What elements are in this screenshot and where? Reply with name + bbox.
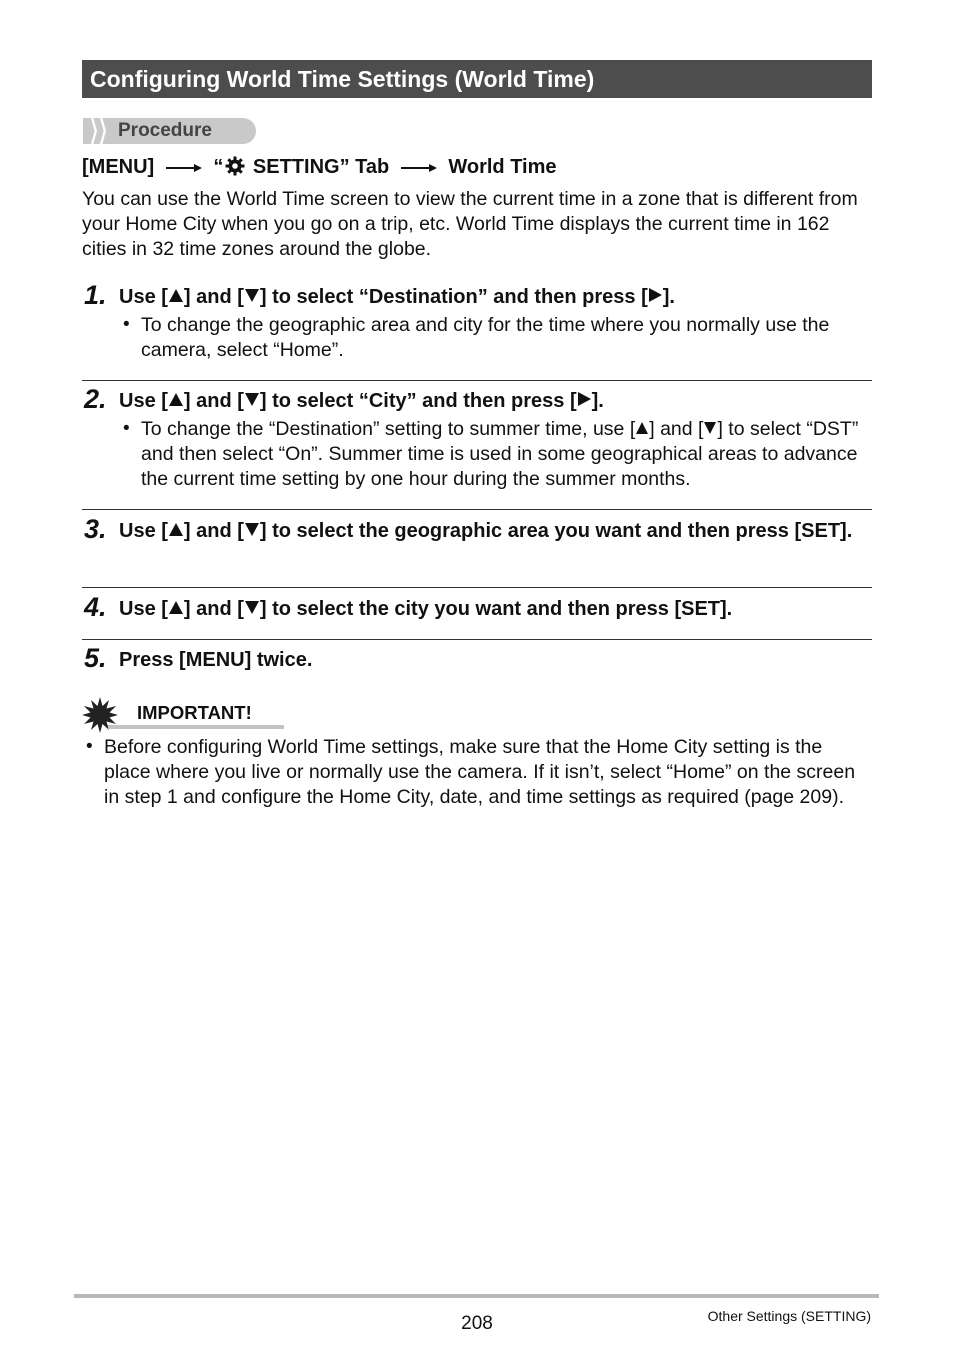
footer-divider: [74, 1294, 879, 1298]
important-underline: [108, 725, 284, 729]
triangle-up-icon: [169, 289, 183, 302]
divider: [82, 380, 872, 381]
menu-path-world-time: World Time: [448, 156, 557, 178]
step-number: 2.: [84, 384, 107, 414]
step-number: 1.: [84, 280, 107, 310]
arrow-right-icon: [401, 161, 437, 175]
triangle-up-icon: [169, 523, 183, 536]
divider: [82, 587, 872, 588]
procedure-label: Procedure: [118, 120, 212, 141]
bullet-mark: •: [123, 418, 130, 439]
step-4-text: Use [ ] and [ ] to select the city you want and then press [SET].: [119, 598, 733, 620]
intro-paragraph: You can use the World Time screen to view the current time in a zone that is different from your Home City when you go on a trip, etc. World Time displays the current time in 162 cities in 32 time zones around the globe.: [82, 188, 858, 260]
step-3-text: Use [ ] and [ ] to select the geographic area you want and then press [SET].: [119, 520, 853, 542]
triangle-up-icon: [169, 393, 183, 406]
step-2-text: Use [ ] and [ ] to select “City” and then press [ ].: [119, 390, 604, 412]
triangle-up-icon: [636, 422, 648, 434]
triangle-right-icon: [649, 288, 662, 302]
menu-path-quote: “: [213, 156, 224, 178]
triangle-down-icon: [245, 601, 259, 614]
bullet-mark: •: [123, 314, 130, 335]
divider: [82, 639, 872, 640]
divider: [82, 509, 872, 510]
step-1-text: Use [ ] and [ ] to select “Destination” and then press [ ].: [119, 286, 675, 308]
step-5-text: Press [MENU] twice.: [119, 649, 313, 671]
menu-path-menu: [MENU]: [82, 156, 155, 178]
triangle-down-icon: [704, 422, 716, 434]
arrow-right-icon: [166, 161, 202, 175]
step-2-note: To change the “Destination” setting to summer time, use [ ] and [ ] to select “DST” and then select “On”. Summer time is used in some geographical areas to advance the current time setting by one hour during the summer months.: [141, 418, 859, 490]
triangle-down-icon: [245, 523, 259, 536]
triangle-down-icon: [245, 289, 259, 302]
triangle-right-icon: [578, 392, 591, 406]
gear-icon: [225, 156, 245, 176]
footer-section-label: Other Settings (SETTING): [707, 1308, 871, 1324]
step-1-note: To change the geographic area and city for the time where you normally use the camera, select “Home”.: [141, 314, 830, 361]
procedure-tag: [83, 118, 256, 144]
triangle-up-icon: [169, 601, 183, 614]
section-title-bar: [82, 60, 872, 98]
bullet-mark: •: [86, 736, 93, 757]
section-title: Configuring World Time Settings (World Time): [90, 66, 595, 92]
step-number: 5.: [84, 643, 107, 673]
menu-path: [82, 154, 557, 180]
triangle-down-icon: [245, 393, 259, 406]
important-label: IMPORTANT!: [137, 702, 252, 723]
page-number: 208: [461, 1313, 493, 1334]
menu-path-setting-tab: SETTING” Tab: [252, 156, 390, 178]
step-number: 4.: [84, 592, 107, 622]
step-number: 3.: [84, 514, 107, 544]
important-note: Before configuring World Time settings, make sure that the Home City setting is the place where you live or normally use the camera. If it isn’t, select “Home” on the screen in step 1 and configure the Home City, date, and time settings as required (page 209).: [104, 736, 856, 808]
